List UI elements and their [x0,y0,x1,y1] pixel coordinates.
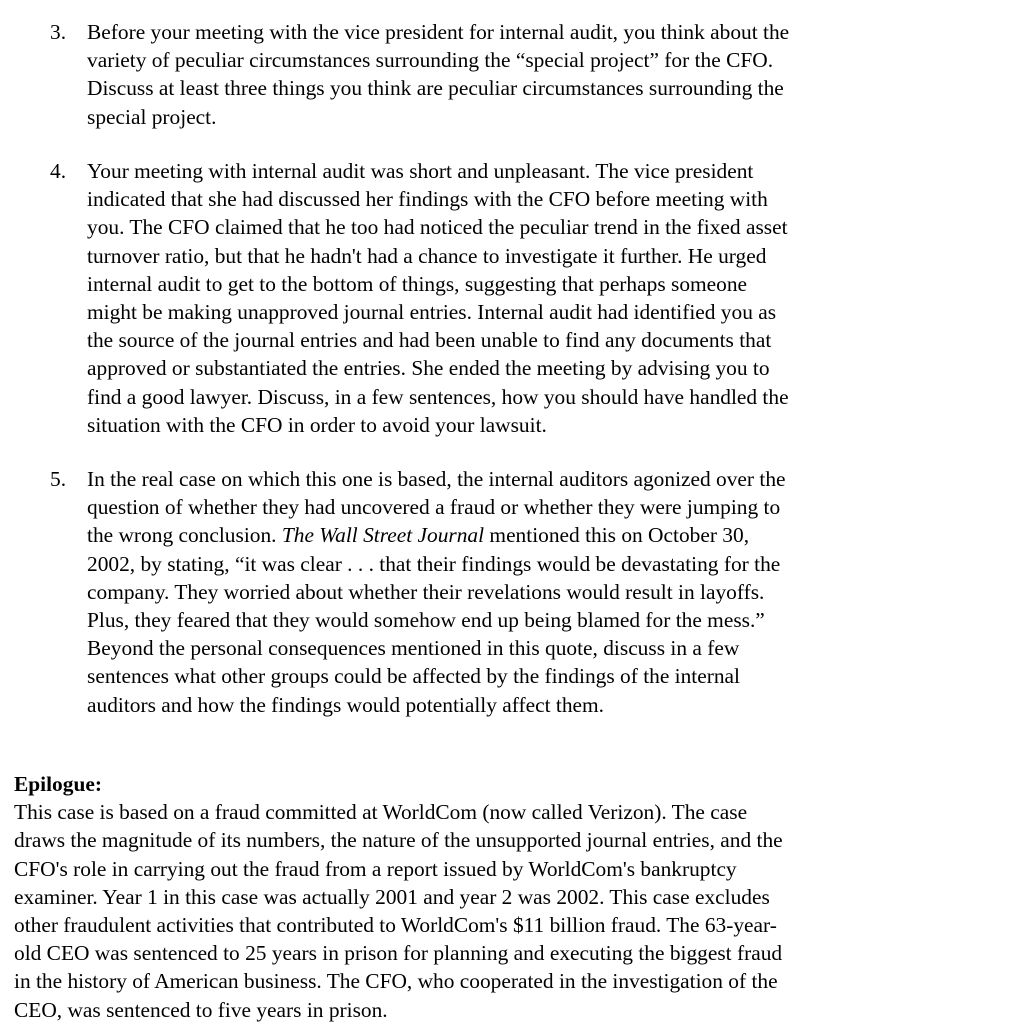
text-line: find a good lawyer. Discuss, in a few sentences, how you should have handled the [87,384,789,409]
text-line: This case is based on a fraud committed at WorldCom (now called Verizon). The case [14,800,748,825]
text-line: you. The CFO claimed that he too had noticed the peculiar trend in the fixed asset [87,215,788,240]
text-line: special project. [87,104,217,129]
text-line: 2002, by stating, “it was clear . . . that their findings would be devastating for the [87,551,781,576]
text-line: company. They worried about whether their revelations would result in layoffs. [87,579,765,604]
text-segment: the wrong conclusion. [87,523,282,548]
text-segment: mentioned this on October 30, [484,523,750,548]
text-line: the source of the journal entries and had been unable to find any documents that [87,328,772,353]
text-line: indicated that she had discussed her findings with the CFO before meeting with [87,187,768,212]
question-number: 3. [50,20,67,44]
text-line: Beyond the personal consequences mentioned in this quote, discuss in a few [87,636,740,661]
question-text [87,465,902,719]
text-line: examiner. Year 1 in this case was actually 2001 and year 2 was 2002. This case excludes [14,884,770,909]
text-line: CFO's role in carrying out the fraud from a report issued by WorldCom's bankruptcy [14,856,737,881]
text-line: other fraudulent activities that contributed to WorldCom's $11 billion fraud. The 63-year- [14,913,777,938]
text-line: situation with the CFO in order to avoid your lawsuit. [87,412,547,437]
text-line: Your meeting with internal audit was short and unpleasant. The vice president [87,159,754,183]
publication-title: The Wall Street Journal [281,523,485,548]
question-text [87,18,902,131]
text-line [87,521,902,549]
question-number: 5. [50,467,67,491]
text-line: Discuss at least three things you think are peculiar circumstances surrounding the [87,76,784,101]
text-line: Before your meeting with the vice president for internal audit, you think about the [87,20,790,44]
text-line: approved or substantiated the entries. She ended the meeting by advising you to [87,356,770,381]
text-line: sentences what other groups could be affected by the findings of the internal [87,664,740,689]
text-line: in the history of American business. The CFO, who cooperated in the investigation of the [14,969,778,994]
question-number: 4. [50,159,67,183]
text-line: old CEO was sentenced to 25 years in prison for planning and executing the biggest fraud [14,941,783,966]
epilogue-section [14,770,914,1024]
text-line: turnover ratio, but that he hadn't had a chance to investigate it further. He urged [87,243,767,268]
text-line: draws the magnitude of its numbers, the nature of the unsupported journal entries, and the [14,828,783,853]
text-line: In the real case on which this one is based, the internal auditors agonized over the [87,467,786,491]
text-line: might be making unapproved journal entries. Internal audit had identified you as [87,300,777,325]
question-text [87,157,902,439]
text-line: Plus, they feared that they would somehow end up being blamed for the mess.” [87,608,765,633]
text-line: CEO, was sentenced to five years in prison. [14,997,388,1022]
text-line: auditors and how the findings would potentially affect them. [87,692,605,717]
epilogue-heading: Epilogue: [14,772,102,796]
text-line: question of whether they had uncovered a fraud or whether they were jumping to [87,495,781,520]
text-line: variety of peculiar circumstances surrounding the “special project” for the CFO. [87,48,774,73]
text-line: internal audit to get to the bottom of things, suggesting that perhaps someone [87,271,748,296]
